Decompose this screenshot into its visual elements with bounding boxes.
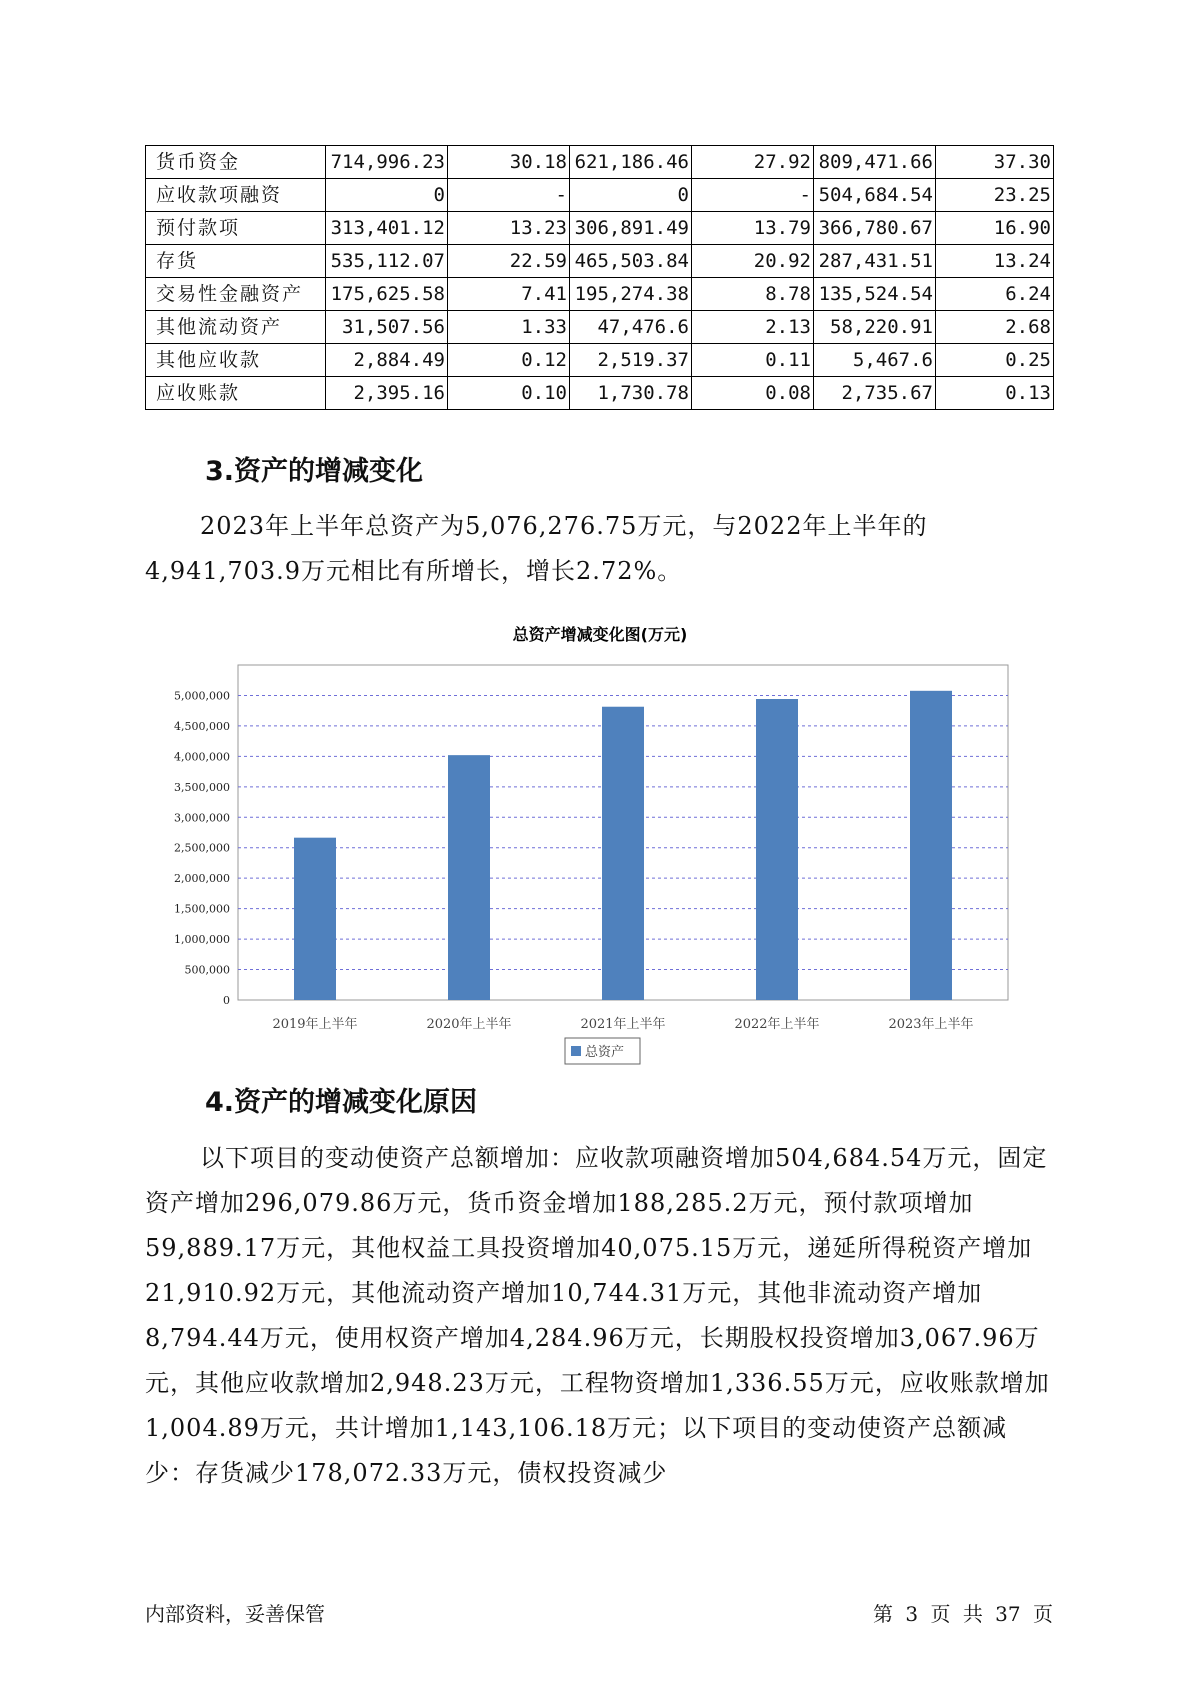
table-cell-p3: 0.25 <box>936 344 1054 377</box>
y-tick-label: 0 <box>223 994 230 1007</box>
table-cell-name: 应收款项融资 <box>146 179 326 212</box>
table-cell-name: 其他应收款 <box>146 344 326 377</box>
x-tick-label: 2022年上半年 <box>734 1017 820 1032</box>
asset-table-body <box>146 146 1054 410</box>
section-3-title: 3.资产的增减变化 <box>205 456 424 487</box>
table-cell-p3: 23.25 <box>936 179 1054 212</box>
table-cell-p1: - <box>448 179 570 212</box>
table-row <box>146 377 1054 410</box>
asset-table <box>145 145 1054 410</box>
table-cell-p3: 37.30 <box>936 146 1054 179</box>
table-cell-v2: 2,519.37 <box>570 344 692 377</box>
footer-page-number: 第 3 页 共 37 页 <box>873 1602 1053 1626</box>
table-cell-v3: 58,220.91 <box>814 311 936 344</box>
table-cell-p3: 16.90 <box>936 212 1054 245</box>
table-cell-name: 存货 <box>146 245 326 278</box>
table-cell-name: 应收账款 <box>146 377 326 410</box>
x-tick-label: 2021年上半年 <box>580 1017 666 1032</box>
table-cell-p2: 2.13 <box>692 311 814 344</box>
table-cell-p2: 0.11 <box>692 344 814 377</box>
table-row <box>146 146 1054 179</box>
table-cell-v2: 0 <box>570 179 692 212</box>
y-tick-label: 3,000,000 <box>174 811 230 825</box>
y-tick-label: 2,000,000 <box>174 872 230 886</box>
table-cell-v1: 31,507.56 <box>326 311 448 344</box>
table-cell-p2: - <box>692 179 814 212</box>
table-cell-v2: 621,186.46 <box>570 146 692 179</box>
footer-confidential-note: 内部资料，妥善保管 <box>145 1602 325 1626</box>
y-tick-label: 2,500,000 <box>174 841 230 855</box>
table-cell-p2: 20.92 <box>692 245 814 278</box>
legend-label: 总资产 <box>585 1045 625 1060</box>
y-axis-ticks <box>174 689 230 1007</box>
legend-swatch <box>571 1046 581 1056</box>
table-cell-name: 预付款项 <box>146 212 326 245</box>
y-tick-label: 4,000,000 <box>174 750 230 764</box>
table-cell-v3: 504,684.54 <box>814 179 936 212</box>
table-cell-v1: 313,401.12 <box>326 212 448 245</box>
table-row <box>146 278 1054 311</box>
y-tick-label: 3,500,000 <box>174 780 230 794</box>
bar-1 <box>448 755 490 1000</box>
table-cell-p3: 13.24 <box>936 245 1054 278</box>
bar-3 <box>756 699 798 1000</box>
table-cell-name: 货币资金 <box>146 146 326 179</box>
table-cell-v1: 0 <box>326 179 448 212</box>
table-row <box>146 344 1054 377</box>
table-cell-p1: 22.59 <box>448 245 570 278</box>
total-assets-chart <box>145 620 1055 1080</box>
table-cell-v3: 135,524.54 <box>814 278 936 311</box>
table-cell-v1: 2,884.49 <box>326 344 448 377</box>
bar-0 <box>294 838 336 1000</box>
table-cell-v1: 175,625.58 <box>326 278 448 311</box>
y-tick-label: 4,500,000 <box>174 719 230 733</box>
table-cell-name: 交易性金融资产 <box>146 278 326 311</box>
table-cell-p2: 0.08 <box>692 377 814 410</box>
table-cell-p1: 0.10 <box>448 377 570 410</box>
y-tick-label: 1,500,000 <box>174 902 230 916</box>
y-tick-label: 5,000,000 <box>174 689 230 703</box>
bar-4 <box>910 691 952 1000</box>
table-cell-v3: 809,471.66 <box>814 146 936 179</box>
x-axis-ticks <box>272 1016 973 1032</box>
bar-2 <box>602 707 644 1000</box>
table-cell-p1: 7.41 <box>448 278 570 311</box>
table-cell-p3: 0.13 <box>936 377 1054 410</box>
table-cell-v3: 2,735.67 <box>814 377 936 410</box>
table-cell-p3: 2.68 <box>936 311 1054 344</box>
table-cell-v1: 714,996.23 <box>326 146 448 179</box>
table-cell-p2: 13.79 <box>692 212 814 245</box>
table-cell-name: 其他流动资产 <box>146 311 326 344</box>
table-cell-p1: 13.23 <box>448 212 570 245</box>
section-4-title: 4.资产的增减变化原因 <box>205 1087 478 1118</box>
chart-svg <box>145 620 1055 1080</box>
table-cell-v2: 465,503.84 <box>570 245 692 278</box>
x-tick-label: 2019年上半年 <box>272 1017 358 1032</box>
x-tick-label: 2023年上半年 <box>888 1017 974 1032</box>
table-cell-v3: 5,467.6 <box>814 344 936 377</box>
table-cell-v1: 535,112.07 <box>326 245 448 278</box>
x-tick-label: 2020年上半年 <box>426 1017 512 1032</box>
table-cell-v3: 287,431.51 <box>814 245 936 278</box>
section-3-text: 2023年上半年总资产为5,076,276.75万元，与2022年上半年的4,941,703.9万元相比有所增长，增长2.72%。 <box>145 512 928 585</box>
table-cell-p1: 1.33 <box>448 311 570 344</box>
table-row <box>146 179 1054 212</box>
table-cell-p2: 8.78 <box>692 278 814 311</box>
table-cell-p1: 30.18 <box>448 146 570 179</box>
table-row <box>146 212 1054 245</box>
y-tick-label: 1,000,000 <box>174 933 230 947</box>
y-tick-label: 500,000 <box>184 963 230 977</box>
table-cell-v2: 195,274.38 <box>570 278 692 311</box>
table-cell-v2: 306,891.49 <box>570 212 692 245</box>
chart-title: 总资产增减变化图(万元) <box>512 625 688 644</box>
table-row <box>146 245 1054 278</box>
legend <box>565 1038 640 1064</box>
table-cell-p3: 6.24 <box>936 278 1054 311</box>
table-cell-v2: 47,476.6 <box>570 311 692 344</box>
table-cell-v2: 1,730.78 <box>570 377 692 410</box>
table-cell-v1: 2,395.16 <box>326 377 448 410</box>
table-cell-v3: 366,780.67 <box>814 212 936 245</box>
table-row <box>146 311 1054 344</box>
table-cell-p1: 0.12 <box>448 344 570 377</box>
table-cell-p2: 27.92 <box>692 146 814 179</box>
section-4-text: 以下项目的变动使资产总额增加：应收款项融资增加504,684.54万元，固定资产增加296,079.86万元，货币资金增加188,285.2万元，预付款项增加59,889.17万元，其他权益工具投资增加40,075.15万元，递延所得税资产增加21,910.92万元，其他流动资产增加10,744.31万元，其他非流动资产增加8,794.44万元，使用权资产增加4,284.96万元，长期股权投资增加3,067.96万元，其他应收款增加2,948.23万元，工程物资增加1,336.55万元，应收账款增加1,004.89万元，共计增加1,143,106.18万元；以下项目的变动使资产总额减少：存货减少178,072.33万元，债权投资减少 <box>145 1144 1050 1487</box>
